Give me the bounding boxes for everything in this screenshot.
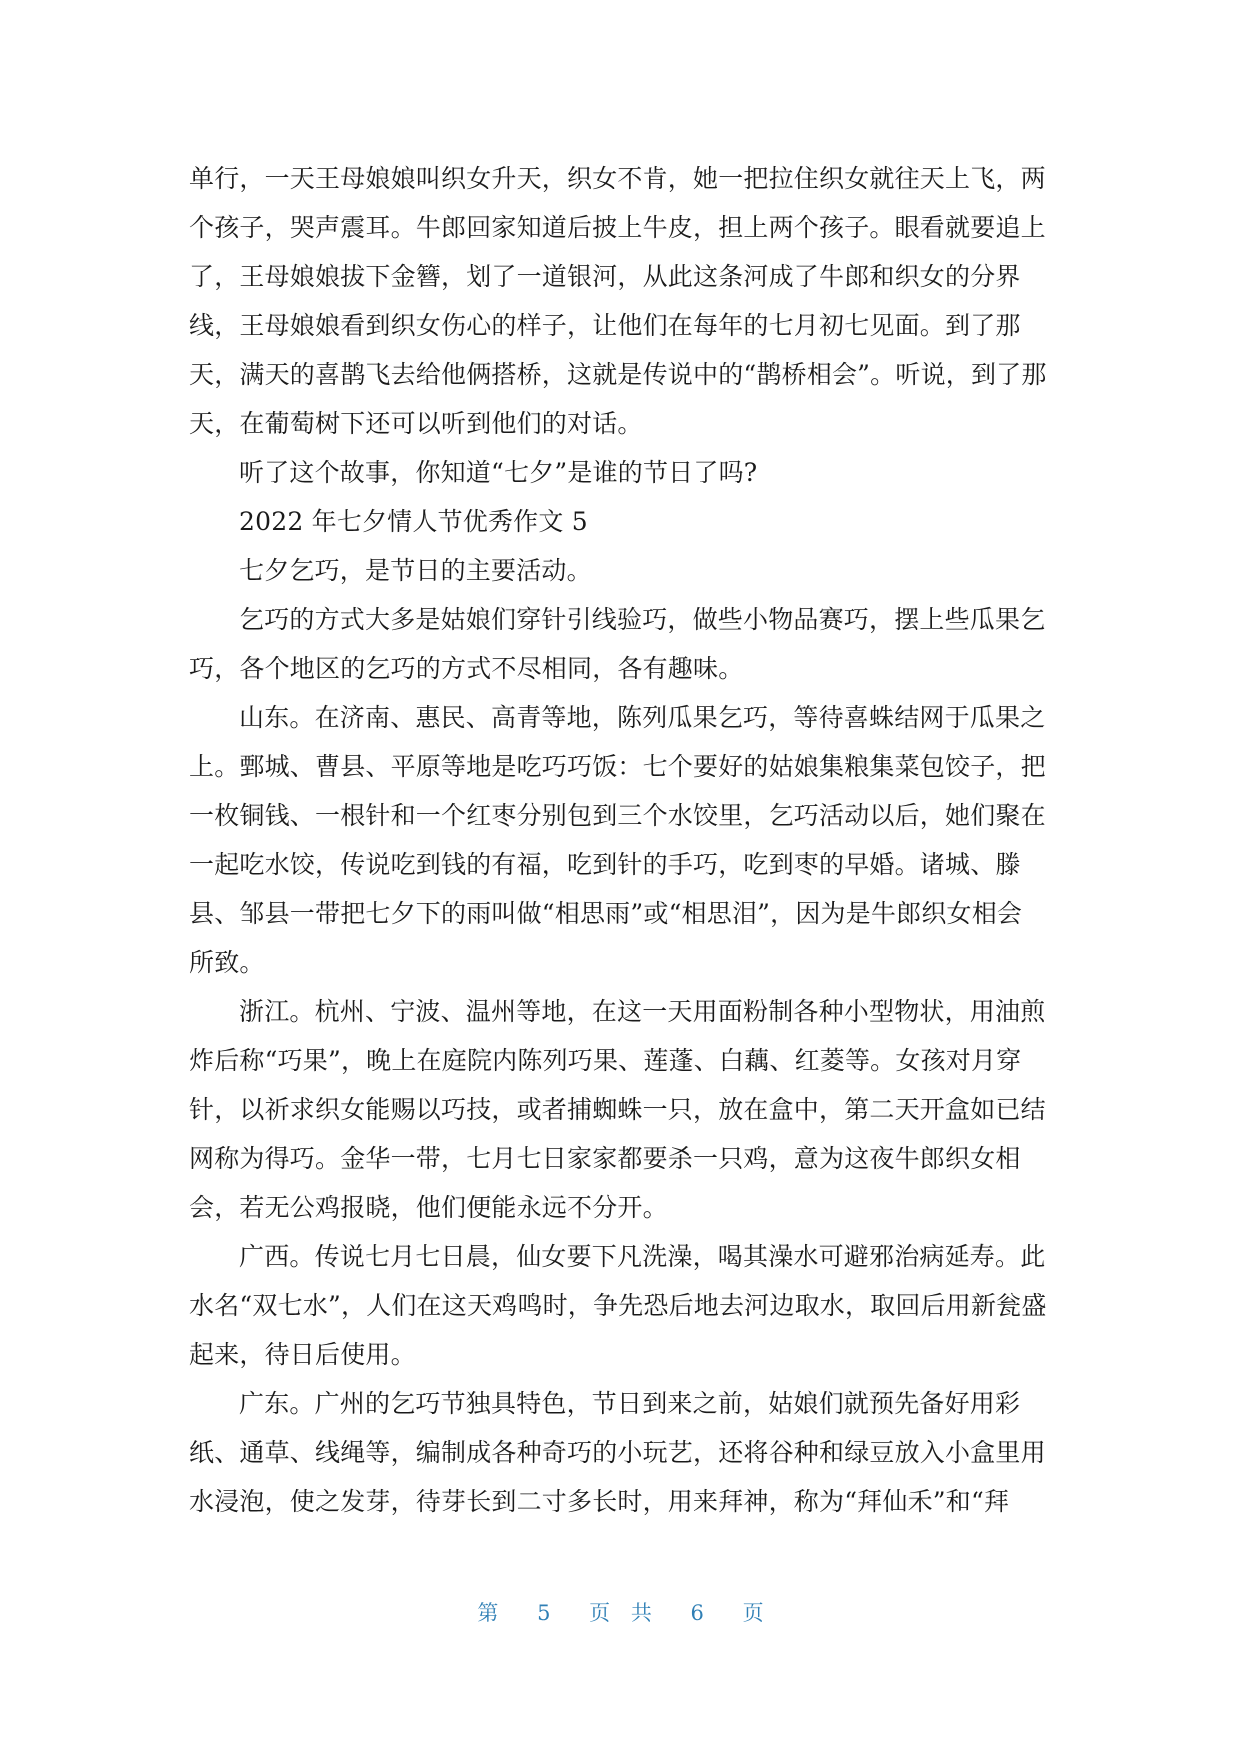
text-line: 水名“双七水”，人们在这天鸡鸣时，争先恐后地去河边取水，取回后用新瓮盛 bbox=[189, 1291, 1047, 1320]
text-line: 县、邹县一带把七夕下的雨叫做“相思雨”或“相思泪”，因为是牛郎织女相会 bbox=[189, 899, 1023, 928]
text-line: 针，以祈求织女能赐以巧技，或者捕蜘蛛一只，放在盒中，第二天开盒如已结 bbox=[189, 1095, 1046, 1124]
text-line: 山东。在济南、惠民、高青等地，陈列瓜果乞巧，等待喜蛛结网于瓜果之 bbox=[239, 703, 1046, 732]
text-line: 七夕乞巧，是节日的主要活动。 bbox=[239, 556, 592, 585]
text-line: 广东。广州的乞巧节独具特色，节日到来之前，姑娘们就预先备好用彩 bbox=[239, 1389, 1021, 1418]
text-line: 线，王母娘娘看到织女伤心的样子，让他们在每年的七月初七见面。到了那 bbox=[189, 311, 1021, 340]
text-line: 天，在葡萄树下还可以听到他们的对话。 bbox=[189, 409, 643, 438]
footer-total-pages: 6 bbox=[690, 1601, 704, 1625]
footer-current-page: 5 bbox=[537, 1601, 551, 1625]
text-line: 网称为得巧。金华一带，七月七日家家都要杀一只鸡，意为这夜牛郎织女相 bbox=[189, 1144, 1021, 1173]
text-line: 起来，待日后使用。 bbox=[189, 1340, 416, 1369]
footer-middle: 页 共 bbox=[589, 1601, 652, 1625]
text-line: 纸、通草、线绳等，编制成各种奇巧的小玩艺，还将谷种和绿豆放入小盒里用 bbox=[189, 1438, 1046, 1467]
footer-suffix: 页 bbox=[742, 1601, 764, 1625]
text-line: 一枚铜钱、一根针和一个红枣分别包到三个水饺里，乞巧活动以后，她们聚在 bbox=[189, 801, 1046, 830]
page-number-footer bbox=[0, 1597, 1241, 1627]
text-line: 个孩子，哭声震耳。牛郎回家知道后披上牛皮，担上两个孩子。眼看就要追上 bbox=[189, 213, 1046, 242]
text-line: 所致。 bbox=[189, 948, 265, 977]
text-line: 天，满天的喜鹊飞去给他俩搭桥，这就是传说中的“鹊桥相会”。听说，到了那 bbox=[189, 360, 1047, 389]
text-line: 2022 年七夕情人节优秀作文 5 bbox=[239, 507, 588, 536]
text-line: 听了这个故事，你知道“七夕”是谁的节日了吗? bbox=[239, 458, 758, 487]
text-line: 广西。传说七月七日晨，仙女要下凡洗澡，喝其澡水可避邪治病延寿。此 bbox=[239, 1242, 1046, 1271]
text-line: 巧，各个地区的乞巧的方式不尽相同，各有趣味。 bbox=[189, 654, 744, 683]
footer-prefix: 第 bbox=[477, 1601, 499, 1625]
text-line: 单行，一天王母娘娘叫织女升天，织女不肯，她一把拉住织女就往天上飞，两 bbox=[189, 164, 1046, 193]
text-line: 了，王母娘娘拔下金簪，划了一道银河，从此这条河成了牛郎和织女的分界 bbox=[189, 262, 1021, 291]
text-line: 乞巧的方式大多是姑娘们穿针引线验巧，做些小物品赛巧，摆上些瓜果乞 bbox=[239, 605, 1046, 634]
document-body bbox=[189, 154, 1059, 1526]
text-line: 一起吃水饺，传说吃到钱的有福，吃到针的手巧，吃到枣的早婚。诸城、滕 bbox=[189, 850, 1021, 879]
text-line: 炸后称“巧果”，晚上在庭院内陈列巧果、莲蓬、白藕、红菱等。女孩对月穿 bbox=[189, 1046, 1022, 1075]
text-line: 浙江。杭州、宁波、温州等地，在这一天用面粉制各种小型物状，用油煎 bbox=[239, 997, 1046, 1026]
text-line: 水浸泡，使之发芽，待芽长到二寸多长时，用来拜神，称为“拜仙禾”和“拜 bbox=[189, 1487, 1010, 1516]
text-line: 会，若无公鸡报晓，他们便能永远不分开。 bbox=[189, 1193, 668, 1222]
text-line: 上。鄄城、曹县、平原等地是吃巧巧饭：七个要好的姑娘集粮集菜包饺子，把 bbox=[189, 752, 1046, 781]
